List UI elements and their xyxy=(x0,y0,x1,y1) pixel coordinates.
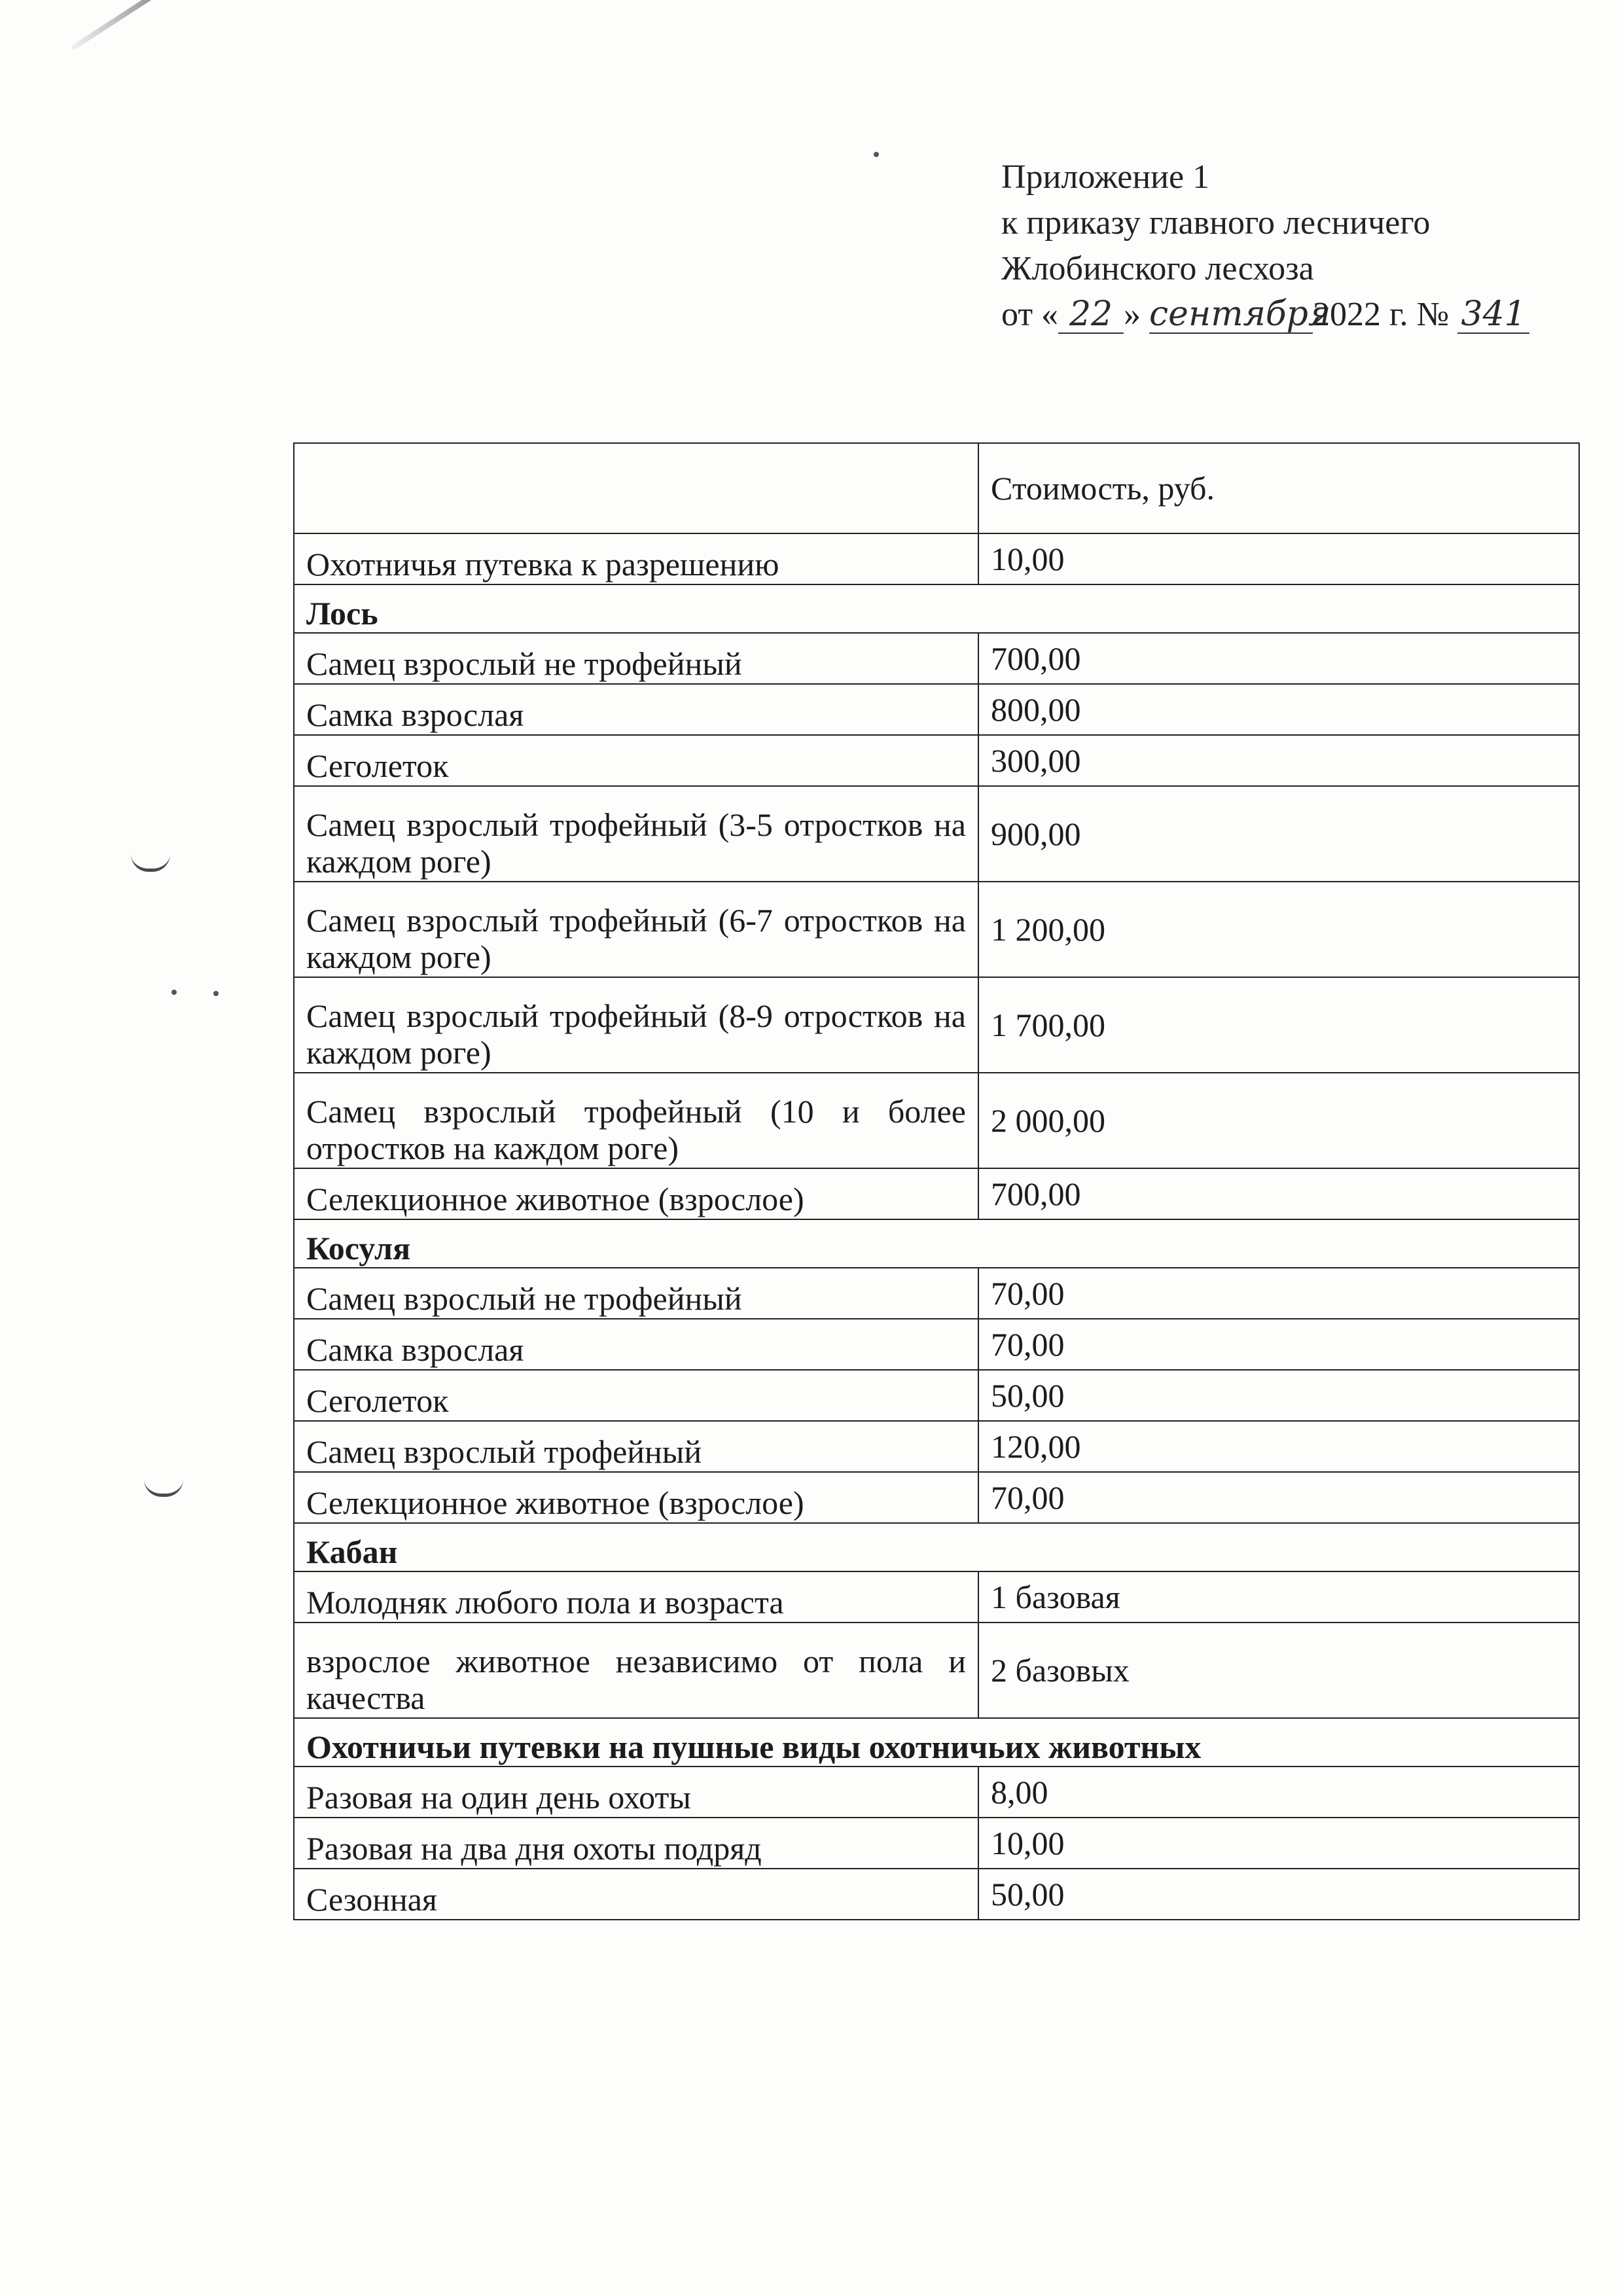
row-cost: 300,00 xyxy=(978,735,1579,786)
handwritten-month: сентября xyxy=(1149,295,1331,334)
table-row xyxy=(294,786,1579,882)
table-row xyxy=(294,1571,1579,1623)
section-header-row xyxy=(294,1219,1579,1268)
row-cost: 800,00 xyxy=(978,684,1579,735)
table-row xyxy=(294,1268,1579,1319)
row-cost: 8,00 xyxy=(978,1767,1579,1818)
handwritten-order-number: 341 xyxy=(1457,296,1529,334)
row-cost: 1 базовая xyxy=(978,1571,1579,1623)
handwritten-day: 22 xyxy=(1058,296,1124,334)
row-cost: 10,00 xyxy=(978,1818,1579,1869)
table-row xyxy=(294,1421,1579,1472)
row-cost: 70,00 xyxy=(978,1268,1579,1319)
scan-dot xyxy=(213,991,219,996)
row-name: Разовая на один день охоты xyxy=(294,1767,978,1818)
row-cost: 50,00 xyxy=(978,1370,1579,1421)
table-row xyxy=(294,1370,1579,1421)
table-header-row xyxy=(294,443,1579,533)
row-name: Самец взрослый трофейный (3-5 отростков на каждом роге) xyxy=(294,786,978,882)
date-prefix: от « xyxy=(1001,296,1059,333)
row-cost: 700,00 xyxy=(978,633,1579,684)
row-name: Селекционное животное (взрослое) xyxy=(294,1472,978,1523)
section-title: Косуля xyxy=(294,1219,1579,1268)
row-name: Самка взрослая xyxy=(294,1319,978,1370)
punch-hole-mark xyxy=(144,1479,183,1497)
table-header-name xyxy=(294,443,978,533)
row-name: взрослое животное независимо от пола и качества xyxy=(294,1623,978,1718)
row-cost: 1 200,00 xyxy=(978,882,1579,977)
row-cost: 2 базовых xyxy=(978,1623,1579,1718)
row-name: Селекционное животное (взрослое) xyxy=(294,1168,978,1219)
row-cost: 50,00 xyxy=(978,1869,1579,1920)
date-mid: » xyxy=(1124,296,1141,333)
row-name: Разовая на два дня охоты подряд xyxy=(294,1818,978,1869)
row-name: Молодняк любого пола и возраста xyxy=(294,1571,978,1623)
row-name: Самец взрослый не трофейный xyxy=(294,1268,978,1319)
table-row xyxy=(294,1073,1579,1168)
section-title: Лось xyxy=(294,584,1579,633)
appendix-date-line xyxy=(1001,292,1529,338)
appendix-organization: Жлобинского лесхоза xyxy=(1001,250,1314,287)
scan-dot xyxy=(874,152,879,157)
section-header-row xyxy=(294,584,1579,633)
table-row xyxy=(294,1818,1579,1869)
row-name: Самец взрослый трофейный (10 и более отростков на каждом роге) xyxy=(294,1073,978,1168)
row-name: Охотничья путевка к разрешению xyxy=(294,533,978,584)
section-header-row xyxy=(294,1523,1579,1571)
row-cost: 700,00 xyxy=(978,1168,1579,1219)
punch-hole-mark xyxy=(131,854,170,872)
row-cost: 1 700,00 xyxy=(978,977,1579,1073)
table-row xyxy=(294,1319,1579,1370)
row-cost: 70,00 xyxy=(978,1472,1579,1523)
table-row xyxy=(294,1869,1579,1920)
row-name: Самец взрослый трофейный (8-9 отростков на каждом роге) xyxy=(294,977,978,1073)
table-row xyxy=(294,735,1579,786)
row-name: Самка взрослая xyxy=(294,684,978,735)
row-name: Сеголеток xyxy=(294,1370,978,1421)
table-header-cost: Стоимость, руб. xyxy=(978,443,1579,533)
section-title: Кабан xyxy=(294,1523,1579,1571)
row-name: Самец взрослый трофейный (6-7 отростков на каждом роге) xyxy=(294,882,978,977)
row-cost: 900,00 xyxy=(978,786,1579,882)
row-cost: 70,00 xyxy=(978,1319,1579,1370)
price-table xyxy=(293,442,1580,1920)
row-name: Сезонная xyxy=(294,1869,978,1920)
date-year: 2022 г. № xyxy=(1313,296,1450,333)
appendix-header xyxy=(1001,154,1529,338)
scan-dot xyxy=(171,990,177,995)
table-row xyxy=(294,977,1579,1073)
row-cost: 120,00 xyxy=(978,1421,1579,1472)
appendix-title: Приложение 1 xyxy=(1001,158,1210,196)
scan-streak xyxy=(71,0,260,50)
row-name: Самец взрослый не трофейный xyxy=(294,633,978,684)
table-row xyxy=(294,633,1579,684)
row-name: Самец взрослый трофейный xyxy=(294,1421,978,1472)
section-title: Охотничьи путевки на пушные виды охотничьих животных xyxy=(294,1718,1579,1767)
table-row xyxy=(294,1472,1579,1523)
appendix-order-line: к приказу главного лесничего xyxy=(1001,204,1431,242)
row-cost: 2 000,00 xyxy=(978,1073,1579,1168)
table-row xyxy=(294,1767,1579,1818)
table-row xyxy=(294,533,1579,584)
table-row xyxy=(294,882,1579,977)
row-name: Сеголеток xyxy=(294,735,978,786)
table-row xyxy=(294,1623,1579,1718)
row-cost: 10,00 xyxy=(978,533,1579,584)
table-row xyxy=(294,684,1579,735)
section-header-row xyxy=(294,1718,1579,1767)
table-row xyxy=(294,1168,1579,1219)
